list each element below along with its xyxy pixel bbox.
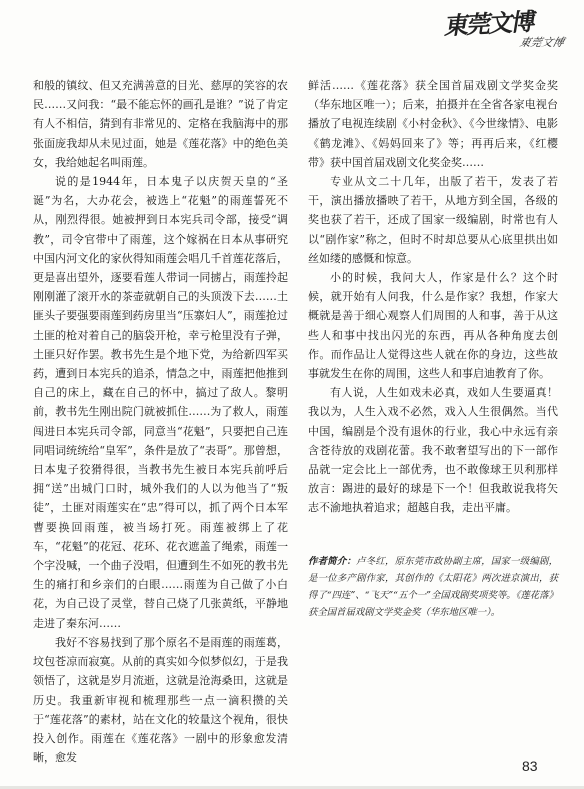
brand-signature: 東莞文博 xyxy=(518,36,566,49)
author-bio xyxy=(308,553,558,621)
article-left-column xyxy=(33,76,288,767)
paragraph-7: 有人说，人生如戏未必真，戏如人生要逼真！我以为，人生入戏不必然，戏入人生很偶然。当代中国，编剧是个没有退休的行业，我心中永远有亲含苍待放的戏剧花蕾。我不敢奢望写出的下一部作品就一定会比上一部优秀，也不敢像球王贝利那样放言：踢进的最好的球是下一个！但我敢说我将矢志不渝地执着追求；超越自我，走出平庸。 xyxy=(308,386,558,515)
paragraph-5: 专业从文二十几年，出版了若干，发表了若干，演出播放播映了若干，从地方到全国，各级的奖也获了若干，还成了国家一级编剧，时常也有人以“剧作家”称之，但时不时却总要从心底里拱出如丝如缕的感慨和惊意。 xyxy=(308,175,558,265)
paragraph-2: 说的是1944年，日本鬼子以庆贺天皇的“圣诞”为名，大办花会，被选上“花魁”的雨莲誓死不从，刚烈得很。她被押到日本宪兵司令部，接受“调教”，司令官带中了雨莲，这个嫁祸在日本从事研究中国内河文化的家伙得知雨莲会唱几千首莲花落后，更是喜出望外，逐要看莲人带词一同掳占，雨莲拎起刚刚灌了滚开水的茶壶就朝自己的头顶泼下去……土匪头子要强要雨莲到药房里当“压寨妇人”，雨莲抢过土匪的枪对着自己的脑袋开枪，幸亏枪里没有子弹，土匪只好作罢。教书先生是个地下党，为给新四军买药，遭到日本宪兵的追杀，情急之中，雨莲把他推到自己的床上，藏在自己的怀中，搞过了敌人。黎明前，教书先生刚出院门就被抓住……为了救人，雨莲闯进日本宪兵司令部，同意当“花魁”，只要把自己连同唱词统统给“皇军”，条件是放了“表哥”。那曾想，日本鬼子狡猾得很，当教书先生被日本宪兵前呼后拥“送”出城门口时，城外我们的人以为他当了“叛徒”，土匪对雨莲实在“忠”得可以，抓了两个日本军曹要换回雨莲，被当场打死。雨莲被绑上了花车，“花魁”的花冠、花环、花衣遮盖了绳索，雨莲一个字没喊，一个曲子没唱，但遭到生不如死的教书先生的痛打和乡亲们的白眼……雨莲为自己做了小白花，为自己设了灵堂，替自己烧了几张黄纸，平静地走进了秦东河…… xyxy=(33,175,288,630)
paragraph-4: 鲜活……《莲花落》获全国首届戏剧文学奖金奖（华东地区唯一）；后来，拍摄并在全省各家电视台播放了电视连续剧《小村金秋》、《今世缘情》、电影《鹤龙滩》、《妈妈回来了》等；再再后来，《红樱带》获中国首届戏剧文化奖金奖…… xyxy=(308,79,558,169)
author-bio-label: 作者简介： xyxy=(308,556,357,567)
paragraph-1: 和般的镇纹、但又充满善意的目光、慈厚的笑容的农民……又问我：“最不能忘怀的画孔是谁？”说了肯定有人不相信，猜到有非常见的、定格在我脑海中的那张面庞我却从未见过面，她是《莲花落》中的绝色美女，我给她起名叫雨莲。 xyxy=(33,79,288,169)
author-bio-text: 卢冬红，原东莞市政协副主席，国家一级编剧，是一位多产剧作家，其创作的《太阳花》两次进京演出，获得了“四连”、“飞天”“五个一”全国戏剧奖项奖等。《莲花落》获全国首届戏剧文学奖金奖（华东地区唯一）。 xyxy=(308,556,558,618)
page-header xyxy=(404,4,564,68)
paragraph-6: 小的时候，我问大人，作家是什么？这个时候，就开始有人问我，什么是作家？我想，作家大概就是善于细心观察人们周围的人和事，善于从这些人和事中找出闪光的东西，再从各种角度去创作。而作品让人觉得这些人就在你的身边，这些故事就发生在你的周围，这些人和事启迪教育了你。 xyxy=(308,271,558,381)
page-number: 83 xyxy=(522,758,538,774)
brand-calligraphy-title: 東莞文博 xyxy=(442,6,537,41)
paragraph-3: 我好不容易找到了那个原名不是雨莲的雨莲葛，坟包苍凉而寂寞。从前的真实如今似梦似幻，于是我领悟了，这就是岁月流逝，这就是沧海桑田，这就是历史。我重新审视和梳理那些一点一滴积攒的关于“莲花落”的素材，站在文化的较量这个视角，很快投入创作。雨莲在《莲花落》一剧中的形象愈发清晰，愈发 xyxy=(33,635,288,765)
article-right-column xyxy=(308,76,558,518)
